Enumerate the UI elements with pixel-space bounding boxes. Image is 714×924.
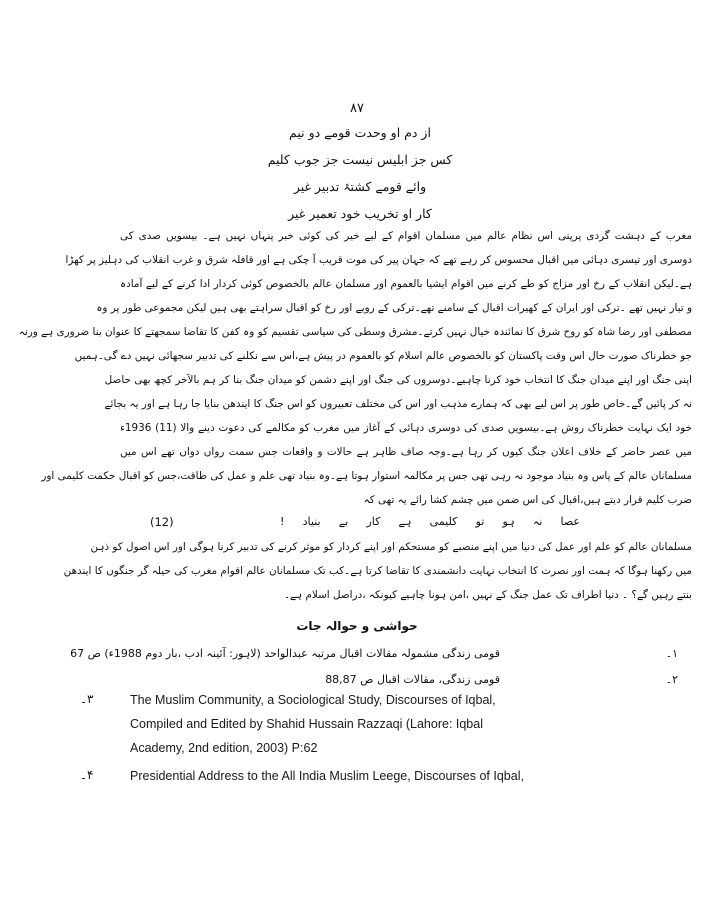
- paragraph-line: دوسری اور تیسری دہائی میں اقبال محسوس کر رہے تھے کہ جہان پیر کی موت قریب آ چکی ہے اور قافلہ شرق و غرب انقلاب کی دہلیز پر کھڑا: [65, 254, 692, 266]
- footnote-reference: (12): [150, 515, 174, 529]
- notes-heading: حواشی و حوالہ جات: [296, 619, 418, 633]
- footnote-text: قومی زندگی مشمولہ مقالات اقبال مرتبہ عبدالواحد (لاہور: آئینہ ادب ،بار دوم 1988ء) ص 67: [70, 647, 500, 660]
- footnote-number: ۳۔: [80, 692, 94, 706]
- paragraph-line: جو خطرناک صورت حال اس وقت پاکستان کو بالخصوص عالم اسلام کو بالعموم در پیش ہے،اس سے نکلنے کی تدبیر سجھائی نہیں دے گی۔ہمیں: [74, 350, 692, 362]
- footnote-line: Presidential Address to the All India Muslim Leege, Discourses of Iqbal,: [130, 769, 524, 783]
- page-number: ۸۷: [350, 101, 364, 116]
- paragraph-line: مصطفی اور رضا شاہ کو روح شرق کا نمائندہ خیال نہیں کرتے۔مشرق وسطی کی سیاسی تقسیم کو وہ کفن کا تقاضا سمجھتے کا عنوان بنا ضروری ہے ورنہ: [18, 326, 692, 338]
- verse-line: وائے قومے کشتۂ تدبیر غیر: [293, 179, 427, 194]
- paragraph-line: مغرب کے دہشت گردی پرپنی اس نظام عالم میں مسلمان اقوام کے لیے خیر کی کوئی خبر پنہاں نہیں ہے۔ بیسویں صدی کی: [120, 230, 692, 242]
- footnote-number: ۲۔: [665, 673, 678, 686]
- paragraph-line: مسلمانان عالم کو علم اور عمل کی دنیا میں اپنے منصبے کو مستحکم اور اپنے کردار کو موثر کرنے کی تدبیر کرنا ہوگی اور اس اصول کو ذہن: [90, 541, 692, 553]
- footnote-text-english: [130, 688, 680, 760]
- paragraph-line: میں عصر حاضر کے خلاف اعلان جنگ کیوں کر رہا ہے۔وجہ صاف ظاہر ہے حالات و واقعات جس سمت رواں دواں تھے اس میں: [120, 446, 692, 458]
- verse-line: کس جز ابلیس نیست جز جوب کلیم: [267, 152, 453, 167]
- footnote-number: ۱۔: [665, 647, 678, 660]
- verse-line: کار او تخریب خود تعمیر غیر: [288, 206, 432, 221]
- paragraph-line: ضرب کلیم قرار دیتے ہیں،اقبال کی اس ضمن میں چشم کشا رائے یہ تھی کہ: [363, 494, 692, 506]
- footnote-item: [120, 670, 700, 690]
- footnote-line: Academy, 2nd edition, 2003) P:62: [130, 741, 318, 755]
- footnote-line: Compiled and Edited by Shahid Hussain Razzaqi (Lahore: Iqbal: [130, 717, 483, 731]
- paragraph-line: میں رکھنا ہوگا کہ ہمت اور نصرت کا انتخاب نہایت دانشمندی کا تقاضا کرتا ہے۔کب تک مسلمانان عالم اقوام مغرب کی حیلہ گر جنگوں کا ایندھن: [63, 565, 692, 577]
- couplet-text: عصا نہ ہو تو کلیمی ہے کار بے بنیاد !: [280, 515, 580, 528]
- footnote-text-english: [130, 764, 680, 788]
- footnote-line: The Muslim Community, a Sociological Study, Discourses of Iqbal,: [130, 693, 496, 707]
- paragraph-line: اپنی جنگ اور اپنے میدان جنگ کا انتخاب خود کرنا چاہیے۔دوسروں کی جنگ اور اپنے دشمن کو میدان جنگ بنا کر ہم بالآخر کچھ بھی حاصل: [104, 374, 692, 386]
- paragraph-line: نہ کر پائیں گے۔خاص طور پر اس لیے بھی کہ ہمارے مذہب اور اس کی مختلف تعبیروں کو اس جنگ کا ایندھن بنایا جا رہا ہے اور یہ بجائے: [104, 398, 692, 410]
- paragraph-line: و تیار نہیں تھے ۔ترکی اور ایران کے کھیرات اقبال کے سامنے تھے۔ترکی کے رویے اور رخ کو اقبال سراہتے بھی ہیں لیکن مجموعی طور پر وہ: [96, 302, 692, 314]
- footnote-item: [70, 644, 700, 664]
- couplet: [150, 512, 620, 532]
- verse-line: از دم او وحدت قومے دو نیم: [289, 125, 431, 140]
- paragraph-line: مسلمانان عالم کے پاس وہ بنیاد موجود نہ رہی تھی جس پر مکالمہ استوار ہوتا ہے۔وہ بنیاد تھی علم و عمل کی طاقت،جس کو اقبال حکمت کلیمی اور: [41, 470, 692, 482]
- footnote-number: ۴۔: [80, 768, 94, 782]
- paragraph-line: خود ایک نہایت خطرناک روش ہے۔بیسویں صدی کی دوسری دہائی کے آغاز میں مغرب کو مکالمے کی دعوت دینے والا (11) 1936ء: [120, 422, 693, 434]
- paragraph-line: بنتے رہیں گے؟ ۔ دنیا اطراف تک عمل جنگ کے نہیں ،امن ہونا چاہیے کیونکہ ،دراصل اسلام ہے۔: [283, 589, 692, 601]
- footnote-text: قومی زندگی، مقالات اقبال ص 88,87: [325, 673, 500, 686]
- paragraph-line: ہے۔لیکن انقلاب کے رخ اور مزاج کو طے کرنے میں اقوام ایشیا بالعموم اور مسلمان عالم بالخصوص کوئی کردار ادا کرنے کے لیے آمادہ: [120, 278, 692, 290]
